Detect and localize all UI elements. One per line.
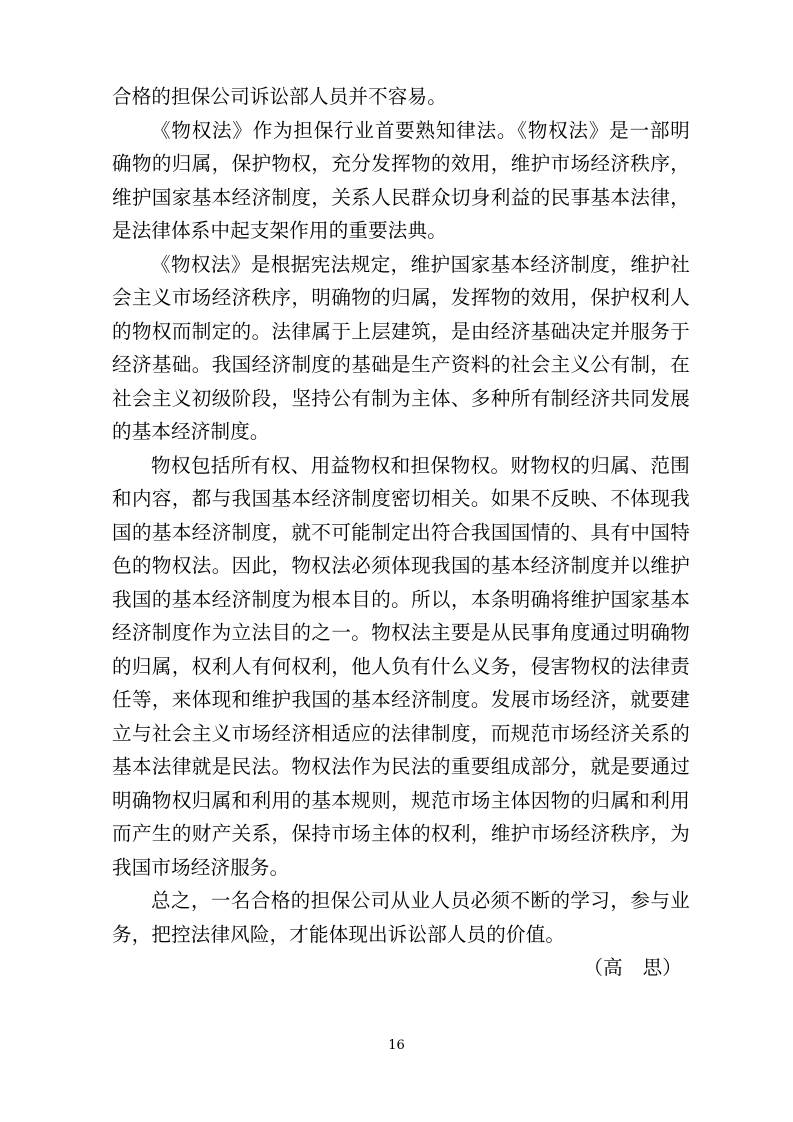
paragraph: 《物权法》是根据宪法规定，维护国家基本经济制度，维护社会主义市场经济秩序，明确物的归属，发挥物的效用，保护权利人的物权而制定的。法律属于上层建筑，是由经济基础决定并服务于经济基础。我国经济制度的基础是生产资料的社会主义公有制，在社会主义初级阶段，坚持公有制为主体、多种所有制经济共同发展的基本经济制度。 [112, 252, 690, 443]
document-body [112, 80, 690, 985]
page-number: 16 [388, 1038, 405, 1053]
author-signature: （高 思） [583, 956, 682, 979]
paragraph: 总之，一名合格的担保公司从业人员必须不断的学习，参与业务，把控法律风险，才能体现出诉讼部人员的价值。 [112, 889, 690, 946]
paragraph: 《物权法》作为担保行业首要熟知律法。《物权法》是一部明确物的归属，保护物权，充分发挥物的效用，维护市场经济秩序，维护国家基本经济制度，关系人民群众切身利益的民事基本法律，是法律体系中起支架作用的重要法典。 [112, 118, 690, 242]
paragraph: 合格的担保公司诉讼部人员并不容易。 [112, 85, 447, 108]
paragraph: 物权包括所有权、用益物权和担保物权。财物权的归属、范围和内容，都与我国基本经济制度密切相关。如果不反映、不体现我国的基本经济制度，就不可能制定出符合我国国情的、具有中国特色的物权法。因此，物权法必须体现我国的基本经济制度并以维护我国的基本经济制度为根本目的。所以，本条明确将维护国家基本经济制度作为立法目的之一。物权法主要是从民事角度通过明确物的归属，权利人有何权利，他人负有什么义务，侵害物权的法律责任等，来体现和维护我国的基本经济制度。发展市场经济，就要建立与社会主义市场经济相适应的法律制度，而规范市场经济关系的基本法律就是民法。物权法作为民法的重要组成部分，就是要通过明确物权归属和利用的基本规则，规范市场主体因物的归属和利用而产生的财产关系，保持市场主体的权利，维护市场经济秩序，为我国市场经济服务。 [112, 453, 690, 879]
